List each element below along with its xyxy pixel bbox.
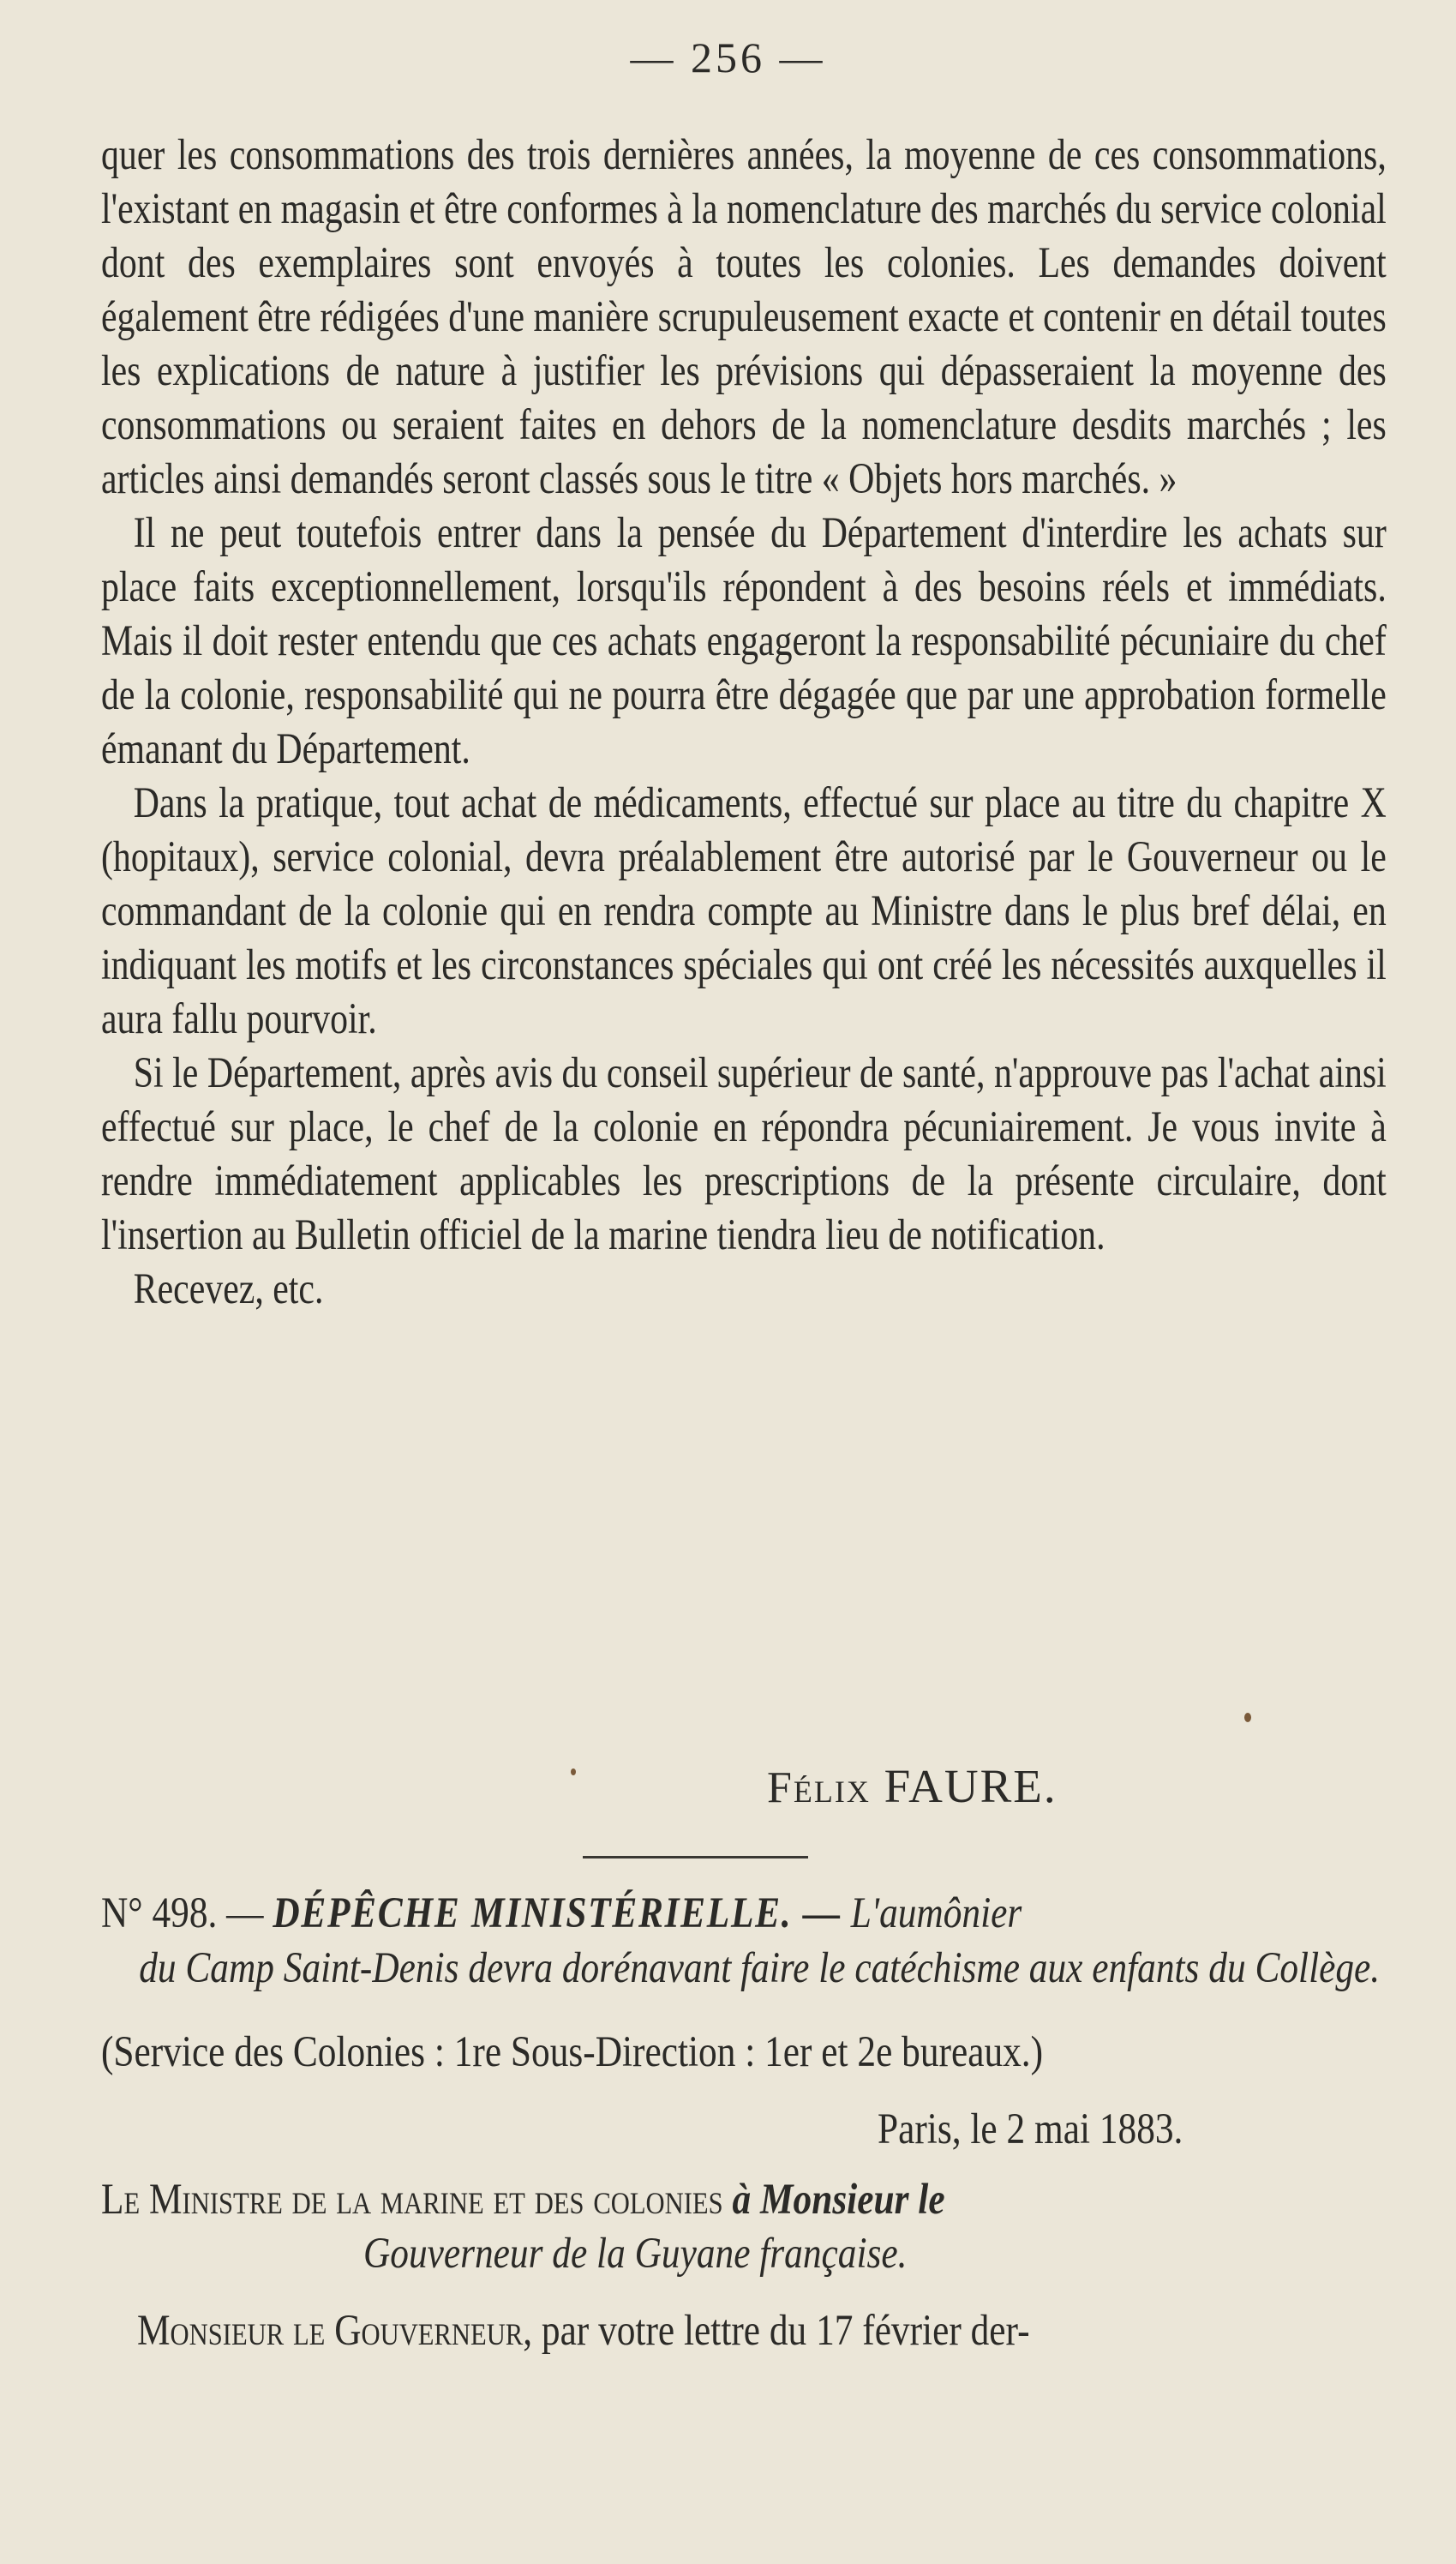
paragraph-continuation: quer les consommations des trois dernières années, la moyenne de ces consommations, l'existant en magasin et être conformes à la nomenclature des marchés du service colonial dont des exemplaires sont envoyés à toutes les colonies. Les demandes doivent également être rédigées d'une manière scrupuleusement exacte et contenir en détail toutes les explications de nature à justifier les prévisions qui dépasseraient la moyenne des consommations ou seraient faites en dehors de la nomenclature desdits marchés ; les articles ainsi demandés seront classés sous le titre « Objets hors marchés. » [101, 131, 1387, 503]
dispatch-heading: DÉPÊCHE MINISTÉRIELLE. — [273, 1889, 842, 1937]
salutation: Monsieur le Gouverneur, [137, 2307, 533, 2355]
letter-opening [137, 2306, 1030, 2356]
paragraph-achats: Il ne peut toutefois entrer dans la pensée du Département d'interdire les achats sur place faits exceptionnellement, lorsqu'ils répondent à des besoins réels et immédiats. Mais il doit rester entendu que ces achats engageront la responsabilité pécuniaire du chef de la colonie, responsabilité qui ne pourra être dégagée que par une approbation formelle émanant du Département. [101, 509, 1387, 773]
opening-text: par votre lettre du 17 février der- [541, 2307, 1030, 2355]
section-divider [583, 1856, 808, 1858]
paragraph-departement: Si le Département, après avis du conseil supérieur de santé, n'approuve pas l'achat ainsi effectué sur place, le chef de la colonie en répondra pécuniairement. Je vous invite à rendre immédiatement applicables les prescriptions de la présente circulaire, dont l'insertion au Bulletin officiel de la marine tiendra lieu de notification. [101, 1049, 1387, 1259]
dispatch-number: N° 498. — [101, 1889, 264, 1937]
dispatch-subject-start: L'aumônier [850, 1889, 1022, 1937]
ink-speck [1244, 1713, 1251, 1722]
dispatch-subject-rest: du Camp Saint-Denis devra dorénavant faire le catéchisme aux enfants du Collège. [139, 1944, 1381, 1992]
page-number: — 256 — [630, 33, 826, 81]
paragraph-pratique: Dans la pratique, tout achat de médicaments, effectué sur place au titre du chapitre X (hopitaux), service colonial, devra préalablement être autorisé par le Gouverneur ou le commandant de la colonie qui en rendra compte au Ministre dans le plus bref délai, en indiquant les motifs et les circonstances spéciales qui ont créé les nécessités auxquelles il aura fallu pourvoir. [101, 779, 1387, 1043]
address-block [101, 2173, 1387, 2281]
signature [767, 1759, 1058, 1813]
address-recipient-rest: Gouverneur de la Guyane française. [363, 2230, 908, 2278]
signature-last-name: FAURE. [884, 1760, 1058, 1812]
address-line-1 [101, 2173, 1194, 2227]
dateline: Paris, le 2 mai 1883. [878, 2105, 1183, 2153]
body-text [101, 129, 1387, 1317]
service-line: (Service des Colonies : 1re Sous-Direction : 1er et 2e bureaux.) [101, 2028, 1044, 2076]
dispatch-entry [101, 1886, 1387, 1996]
address-recipient-start: à Monsieur le [732, 2176, 945, 2224]
signature-first-name: Félix [767, 1763, 871, 1812]
address-sender: Le Ministre de la marine et des colonies [101, 2176, 723, 2224]
ink-speck [571, 1768, 576, 1775]
paragraph-closing: Recevez, etc. [133, 1265, 324, 1313]
dispatch-title [101, 1886, 1387, 1996]
